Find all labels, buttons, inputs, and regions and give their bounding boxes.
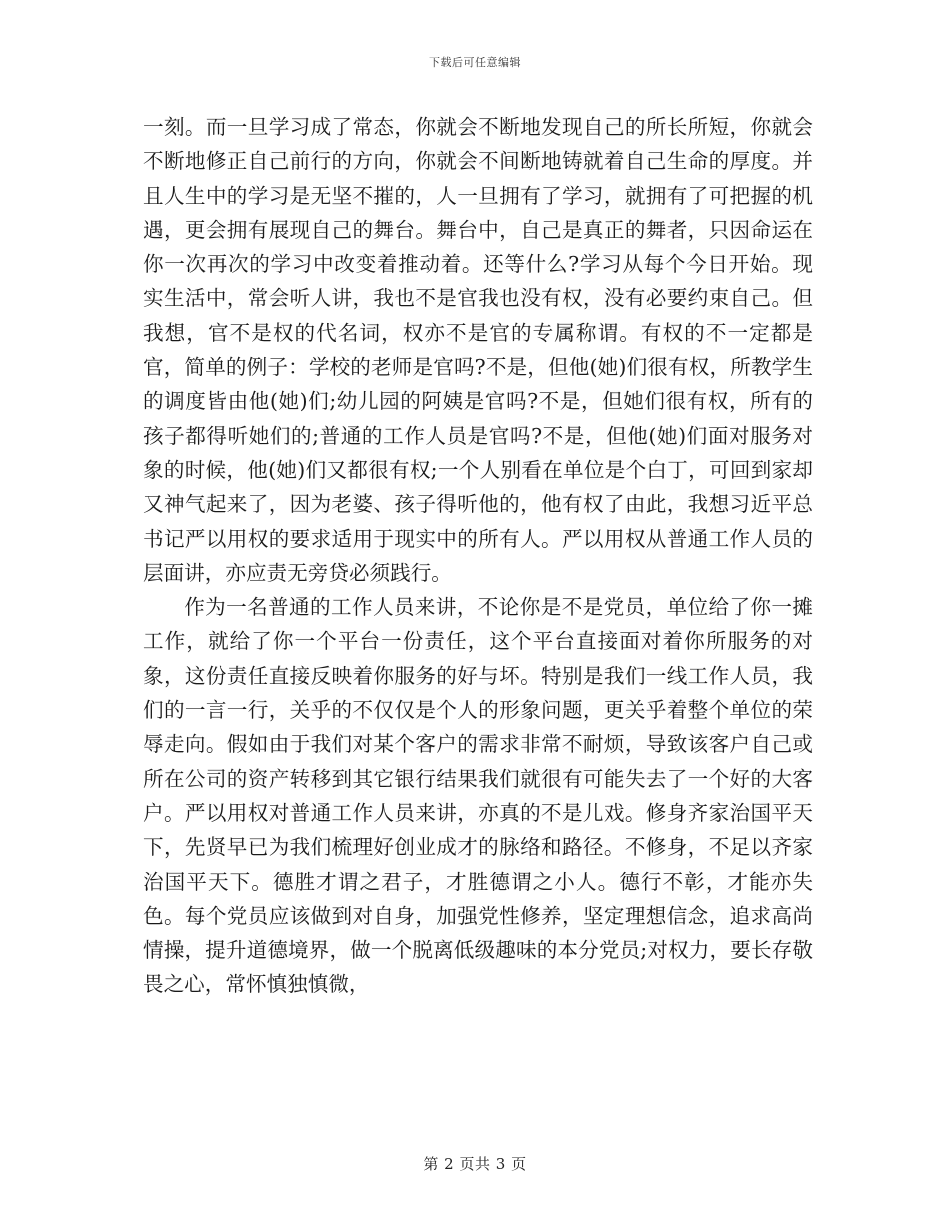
document-body (143, 110, 813, 1002)
body-paragraph: 作为一名普通的工作人员来讲，不论你是不是党员，单位给了你一摊工作，就给了你一个平台一份责任，这个平台直接面对着你所服务的对象，这份责任直接反映着你服务的好与坏。特别是我们一线工作人员，我们的一言一行，关乎的不仅仅是个人的形象问题，更关乎着整个单位的荣辱走向。假如由于我们对某个客户的需求非常不耐烦，导致该客户自己或所在公司的资产转移到其它银行结果我们就很有可能失去了一个好的大客户。严以用权对普通工作人员来讲，亦真的不是儿戏。修身齐家治国平天下，先贤早已为我们梳理好创业成才的脉络和路径。不修身，不足以齐家治国平天下。德胜才谓之君子，才胜德谓之小人。德行不彰，才能亦失色。每个党员应该做到对自身，加强党性修养，坚定理想信念，追求高尚情操，提升道德境界，做一个脱离低级趣味的本分党员;对权力，要长存敬畏之心，常怀慎独慎微， (143, 595, 813, 997)
body-paragraph: 一刻。而一旦学习成了常态，你就会不断地发现自己的所长所短，你就会不断地修正自己前行的方向，你就会不间断地铸就着自己生命的厚度。并且人生中的学习是无坚不摧的，人一旦拥有了学习，就拥有了可把握的机遇，更会拥有展现自己的舞台。舞台中，自己是真正的舞者，只因命运在你一次再次的学习中改变着推动着。还等什么?学习从每个今日开始。现实生活中，常会听人讲，我也不是官我也没有权，没有必要约束自己。但我想，官不是权的代名词，权亦不是官的专属称谓。有权的不一定都是官，简单的例子：学校的老师是官吗?不是，但他(她)们很有权，所教学生的调度皆由他(她)们;幼儿园的阿姨是官吗?不是，但她们很有权，所有的孩子都得听她们的;普通的工作人员是官吗?不是，但他(她)们面对服务对象的时候，他(她)们又都很有权;一个人别看在单位是个白丁，可回到家却又神气起来了，因为老婆、孩子得听他的，他有权了由此，我想习近平总书记严以用权的要求适用于现实中的所有人。严以用权从普通工作人员的层面讲，亦应责无旁贷必须践行。 (143, 115, 813, 585)
page-number-footer: 第 2 页共 3 页 (423, 1155, 527, 1173)
page-header-note: 下载后可任意编辑 (429, 56, 521, 69)
